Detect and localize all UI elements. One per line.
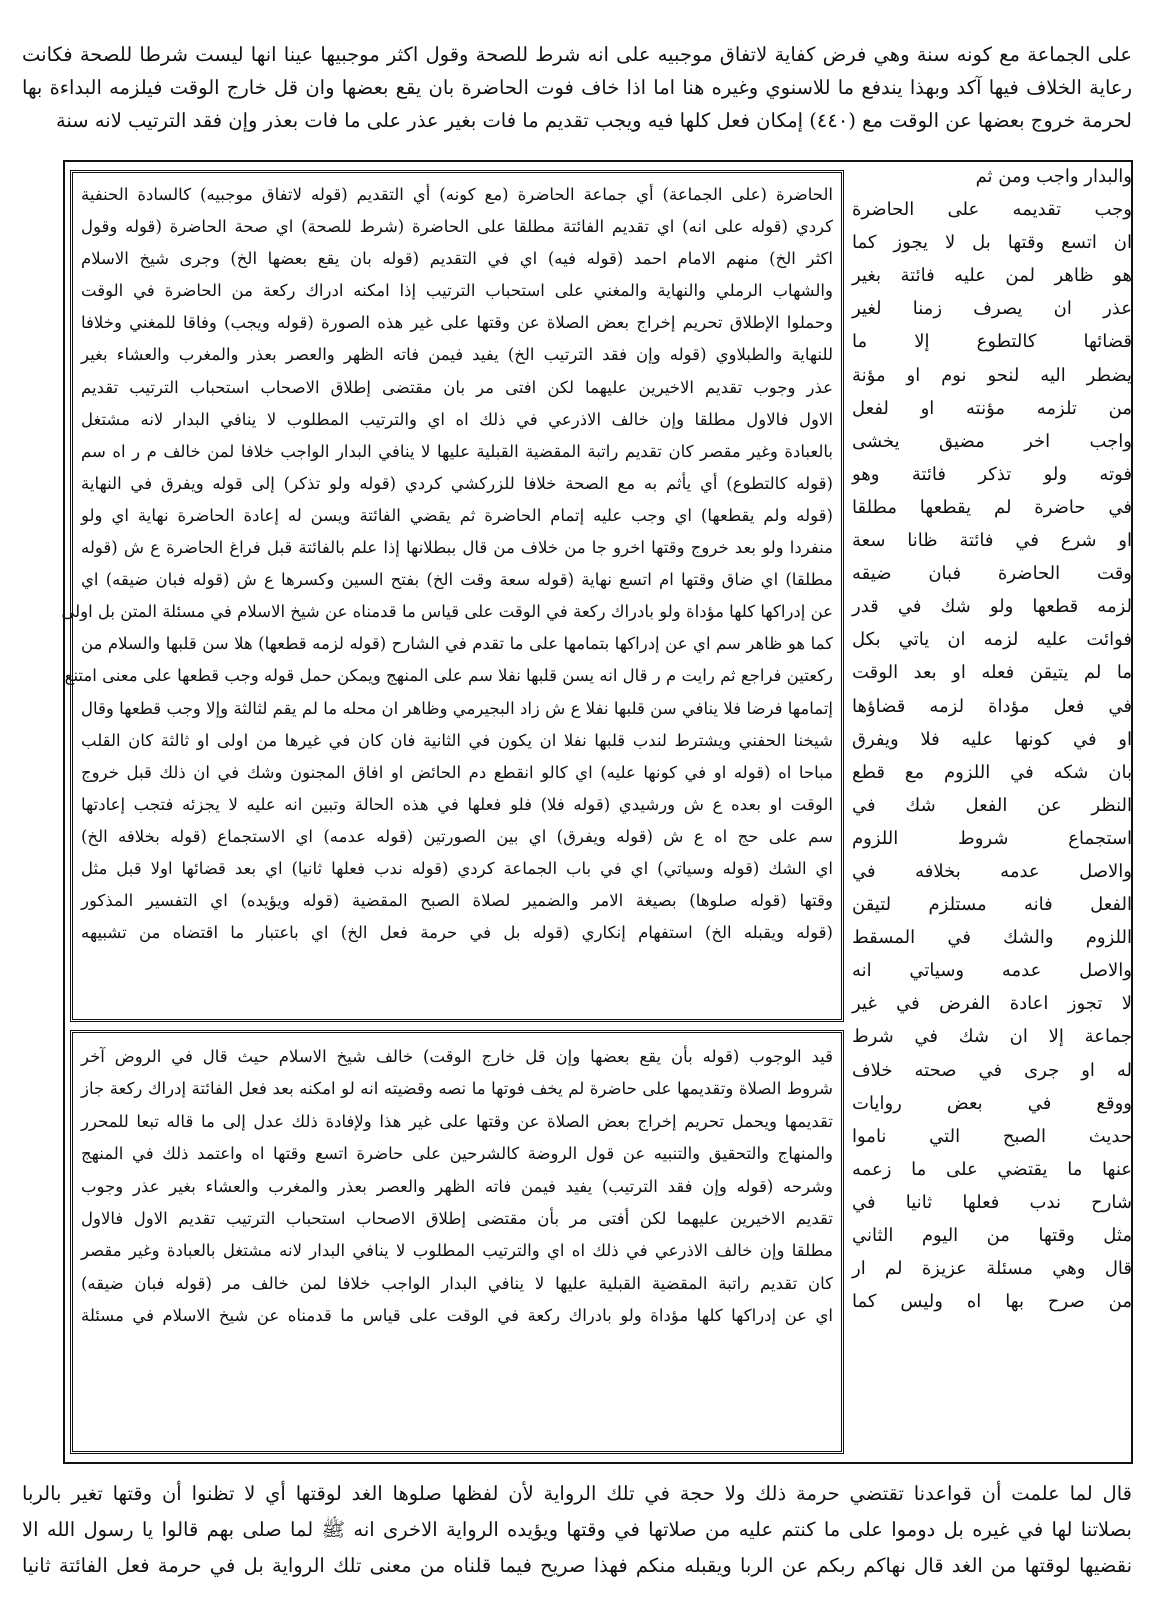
commentary-line: شروط الصلاة وتقديمها على حاضرة لم يخف فوتها ما نصه وقضيته انه لو امكنه بعد فعل الفائتة إدراك ركعة جاز [81,1079,833,1099]
commentary-line: عذر وجوب تقديم الاخيرين عليهما لكن افتى مر بان مقتضى إطلاق الاصحاب استحباب الترتيب تقديم [81,377,833,397]
commentary-line: الوقت او بعده ع ش ورشيدي (قوله فلا) فلو فعلها في هذه الحالة وتبين انه عليه لا يجزئه فتجب إعادتها [81,794,833,814]
text-line: نقضيها لوقتها من الغد قال نهاكم ربكم عن الربا ويقبله منكم فهذا صريح فيما قلناه من معنى تلك الرواية بل في حرمة فعل الفائتة ثانيا [22,1554,1132,1577]
text-line: والبدار واجب ومن ثم [975,166,1132,187]
text-line: قضائها كالتطوع إلا ما [852,331,1132,353]
commentary-box-upper [61,170,844,1022]
text-line: عنها ما يقتضي على ما زعمه [852,1158,1132,1180]
text-line: فوته ولو تذكر فائتة وهو [852,463,1132,485]
commentary-line: والشهاب الرملي والنهاية والمغني على استحباب الترتيب إذا امكنه ادراك ركعة من الحاضرة في الوقت [81,281,833,301]
commentary-line: (قوله ولم يقطعها) اي وجب عليه إتمام الحاضرة ثم يقضي الفائتة ويسن له إعادة الحاضرة نهاية اي ولو [81,505,833,525]
commentary-line: ركعتين فراجع ثم رايت م ر قال انه يسن قلبها نفلا سم على المنهج ويمكن حمل قوله وجب قطعها على معنى امتنع [64,666,833,686]
text-line: بصلاتنا لها في غيره بل دوموا على ما كنتم عليه من صلاتها في وقتها ويؤيده الرواية الاخرى انه ﷺ لما صلى بهم قالوا يا رسول الله الا [22,1518,1132,1541]
text-line: من صرح بها اه وليس كما [852,1291,1132,1313]
main-text-top [22,38,1132,137]
commentary-line: كردي (قوله على انه) اي تقديم الفائتة مطلقا على الحاضرة (شرط للصحة) اي صحة الحاضرة (قوله وقول [81,217,833,237]
commentary-line: بالعبادة وغير مقصر كان تقديم راتبة المقضية القبلية عليها لا ينافي البدار الواجب خلافا لمن خالف م ر اه سم [81,441,833,461]
commentary-line: والمنهاج والتحقيق والتنبيه عن قول الروضة كالشرحين على حاضرة اتسع وقتها اه واعتمد ذلك في المنهج [81,1144,833,1164]
commentary-box-lower [70,1030,844,1454]
commentary-line: اي الشك (قوله وسياتي) اي في باب الجماعة كردي (قوله ندب فعلها ثانيا) اي بعد قضائها اولا قبل مثل [81,858,833,878]
commentary-line: منفردا ولو بعد خروج وقتها اخرو جا من خلاف من قال ببطلانها إذا علم بالفائتة قبل فراغ الحاضرة ع ش (قوله [81,538,833,558]
text-line: قال وهي مسئلة عزيزة لم ار [852,1258,1132,1280]
commentary-line: اكثر الخ) منهم الامام احمد (قوله فيه) اي في التقديم (قوله بان يقع بعضها الخ) وجرى شيخ الاسلام [81,249,833,269]
commentary-line: اي عن إدراكها كلها مؤداة ولو بادراك ركعة في الوقت على قياس ما قدمناه عن شيخ الاسلام في مسئلة [81,1306,833,1326]
main-text-bottom [22,1476,1132,1584]
text-line: هو ظاهر لمن عليه فائتة بغير [852,265,1132,287]
commentary-line: وشرحه (قوله وإن فقد الترتيب) يفيد فيمن فاته الظهر والعصر بعذر والمغرب والعشاء بغير عذر وجوب [81,1176,833,1196]
text-line: واجب اخر مضيق يخشى [852,430,1132,452]
text-line: من تلزمه مؤنته او لفعل [852,397,1132,419]
commentary-line: مطلقا وإن خالف الاذرعي في ذلك اه اي والترتيب المطلوب لا ينافي البدار لانه مشتغل بالعبادة وغير مقصر [81,1241,833,1261]
commentary-line: كما هو ظاهر سم اي عن إدراكها بتمامها على ما تقدم في الشارح (قوله لزمه قطعها) هلا سن قلبها والسلام من [81,634,833,654]
text-line: والاصل عدمه وسياتي انه [852,960,1132,982]
commentary-line: كان تقديم راتبة المقضية القبلية عليها لا ينافي البدار الواجب خلافا لمن خالف مر (قوله فبان ضيقه) [81,1273,833,1293]
commentary-line: مطلقا) اي ضاق وقتها ام اتسع نهاية (قوله سعة وقت الخ) بفتح السين وكسرها ع ش (قوله فبان ضيقه) اي [81,570,833,590]
text-line: رعاية الخلاف فيها آكد وبهذا يندفع ما للاسنوي وغيره هنا اما اذا خاف فوت الحاضرة بان يقع بعضها وان قل خارج الوقت فيلزمه البداءة بها [22,76,1132,99]
text-line: او في كونها عليه فلا ويفرق [852,728,1132,750]
text-line: بان شكه في اللزوم مع قطع [852,761,1132,783]
commentary-line: الحاضرة (على الجماعة) أي جماعة الحاضرة (مع كونه) أي التقديم (قوله لاتفاق موجبيه) كالسادة الحنفية [81,185,833,204]
text-line: ووقع في بعض روايات [852,1092,1132,1114]
text-line: اللزوم والشك في المسقط [852,927,1132,949]
commentary-line: عن إدراكها كلها مؤداة ولو بادراك ركعة في الوقت على قياس ما قدمناه عن شيخ الاسلام في مسئلة المتن بل اولى [61,602,833,622]
text-line: شارح ندب فعلها ثانيا في [852,1191,1132,1213]
text-line: لحرمة خروج بعضها عن الوقت مع (٤٤٠) إمكان فعل كلها فيه ويجب تقديم ما فات بغير عذر على ما فات بعذر وإن فقد الترتيب لانه سنة [55,109,1132,132]
commentary-line: تقديم الاخيرين عليهما لكن أفتى مر بأن مقتضى إطلاق الاصحاب استحباب الترتيب تقديم الاول فالاول [81,1208,833,1228]
text-line: في حاضرة لم يقطعها مطلقا [852,496,1132,518]
main-text-column [852,160,1132,1318]
commentary-line: مباحا اه (قوله او في كونها عليه) اي كالو انقطع دم الحائض او افاق المجنون وشك في ان ذلك قبل خروج [81,762,833,782]
text-line: وجب تقديمه على الحاضرة [852,199,1132,221]
text-line: ان اتسع وقتها بل لا يجوز كما [852,232,1132,254]
commentary-line: وحملوا الإطلاق تحريم إخراج بعض الصلاة عن وقتها على غير هذه الصورة (قوله ويجب) وفاقا للمغني وخلافا [81,313,833,333]
text-line: له او جرى في صحته خلاف [852,1059,1132,1081]
text-line: حديث الصبح التي ناموا [852,1125,1132,1147]
text-line: عذر ان يصرف زمنا لغير [852,298,1132,320]
commentary-line: (قوله ويقبله الخ) استفهام إنكاري (قوله بل في حرمة فعل الخ) اي باعتبار ما اقتضاه من تشبيهه [81,923,833,943]
text-line: النظر عن الفعل شك في [852,794,1132,816]
commentary-line: تقديمها ويحمل تحريم إخراج بعض الصلاة عن وقتها على غير هذا ولإفادة ذلك عدل إلى ما قاله تبعا للمحرر [81,1111,833,1131]
commentary-line: الاول فالاول مطلقا وإن خالف الاذرعي في ذلك اه اي والترتيب المطلوب لا ينافي البدار لانه مشتغل [81,409,833,429]
commentary-line: سم على حج اه ع ش (قوله ويفرق) اي بين الصورتين (قوله عدمه) اي الاستجماع (قوله بخلافه الخ) [81,826,833,846]
text-line: الفعل فانه مستلزم لتيقن [852,894,1132,916]
text-line: لا تجوز اعادة الفرض في غير [852,993,1132,1015]
commentary-line: وقتها (قوله صلوها) بصيغة الامر والضمير لصلاة الصبح المقضية (قوله ويؤيده) اي التفسير المذكور [81,891,833,911]
text-line: فوائت عليه لزمه ان ياتي بكل [852,629,1132,651]
text-line: استجماع شروط اللزوم [852,827,1132,849]
text-line: على الجماعة مع كونه سنة وهي فرض كفاية لاتفاق موجبيه على انه شرط للصحة وقول اكثر موجبيها عينا انها ليست شرطا للصحة فكانت [22,43,1132,66]
text-line: او شرع في فائتة ظانا سعة [852,530,1132,552]
text-line: قال لما علمت أن قواعدنا تقتضي حرمة ذلك ولا حجة في تلك الرواية لأن لفظها صلوها الغد لوقتها أي لا تظنوا أن وقتها تغير بالربا [22,1482,1132,1505]
text-line: مثل وقتها من اليوم الثاني [852,1225,1132,1246]
commentary-line: (قوله كالتطوع) أي يأثم به مع الصحة خلافا للزركشي كردي (قوله ولو تذكر) إلى قوله ويفرق في النهاية [81,473,833,493]
commentary-line: شيخنا الحفني ويشترط لندب قلبها نفلا ان يكون في الثانية فان كان في غيرها من اولى او ثالثة كان القلب [81,730,833,750]
text-line: لزمه قطعها ولو شك في قدر [852,596,1132,618]
text-line: وقت الحاضرة فبان ضيقه [852,563,1132,585]
text-line: ما لم يتيقن فعله او بعد الوقت [852,662,1132,684]
text-line: والاصل عدمه بخلافه في [852,860,1132,882]
text-line: يضطر اليه لنحو نوم او مؤنة [852,364,1132,386]
text-line: جماعة إلا ان شك في شرط [852,1026,1132,1048]
commentary-line: للنهاية والطبلاوي (قوله وإن فقد الترتيب الخ) يفيد فيمن فاته الظهر والعصر بعذر والمغرب والعشاء بغير [81,345,833,365]
commentary-line: قيد الوجوب (قوله بأن يقع بعضها وإن قل خارج الوقت) خالف شيخ الاسلام حيث قال في الروض آخر [81,1047,833,1066]
commentary-line: إتمامها فرضا فلا ينافي سن قلبها نفلا ع ش زاد البجيرمي وظاهر ان محله ما لم يقم لثالثة وإلا وجب قطعها وقال [81,698,833,718]
text-line: في فعل مؤداة لزمه قضاؤها [852,695,1132,717]
